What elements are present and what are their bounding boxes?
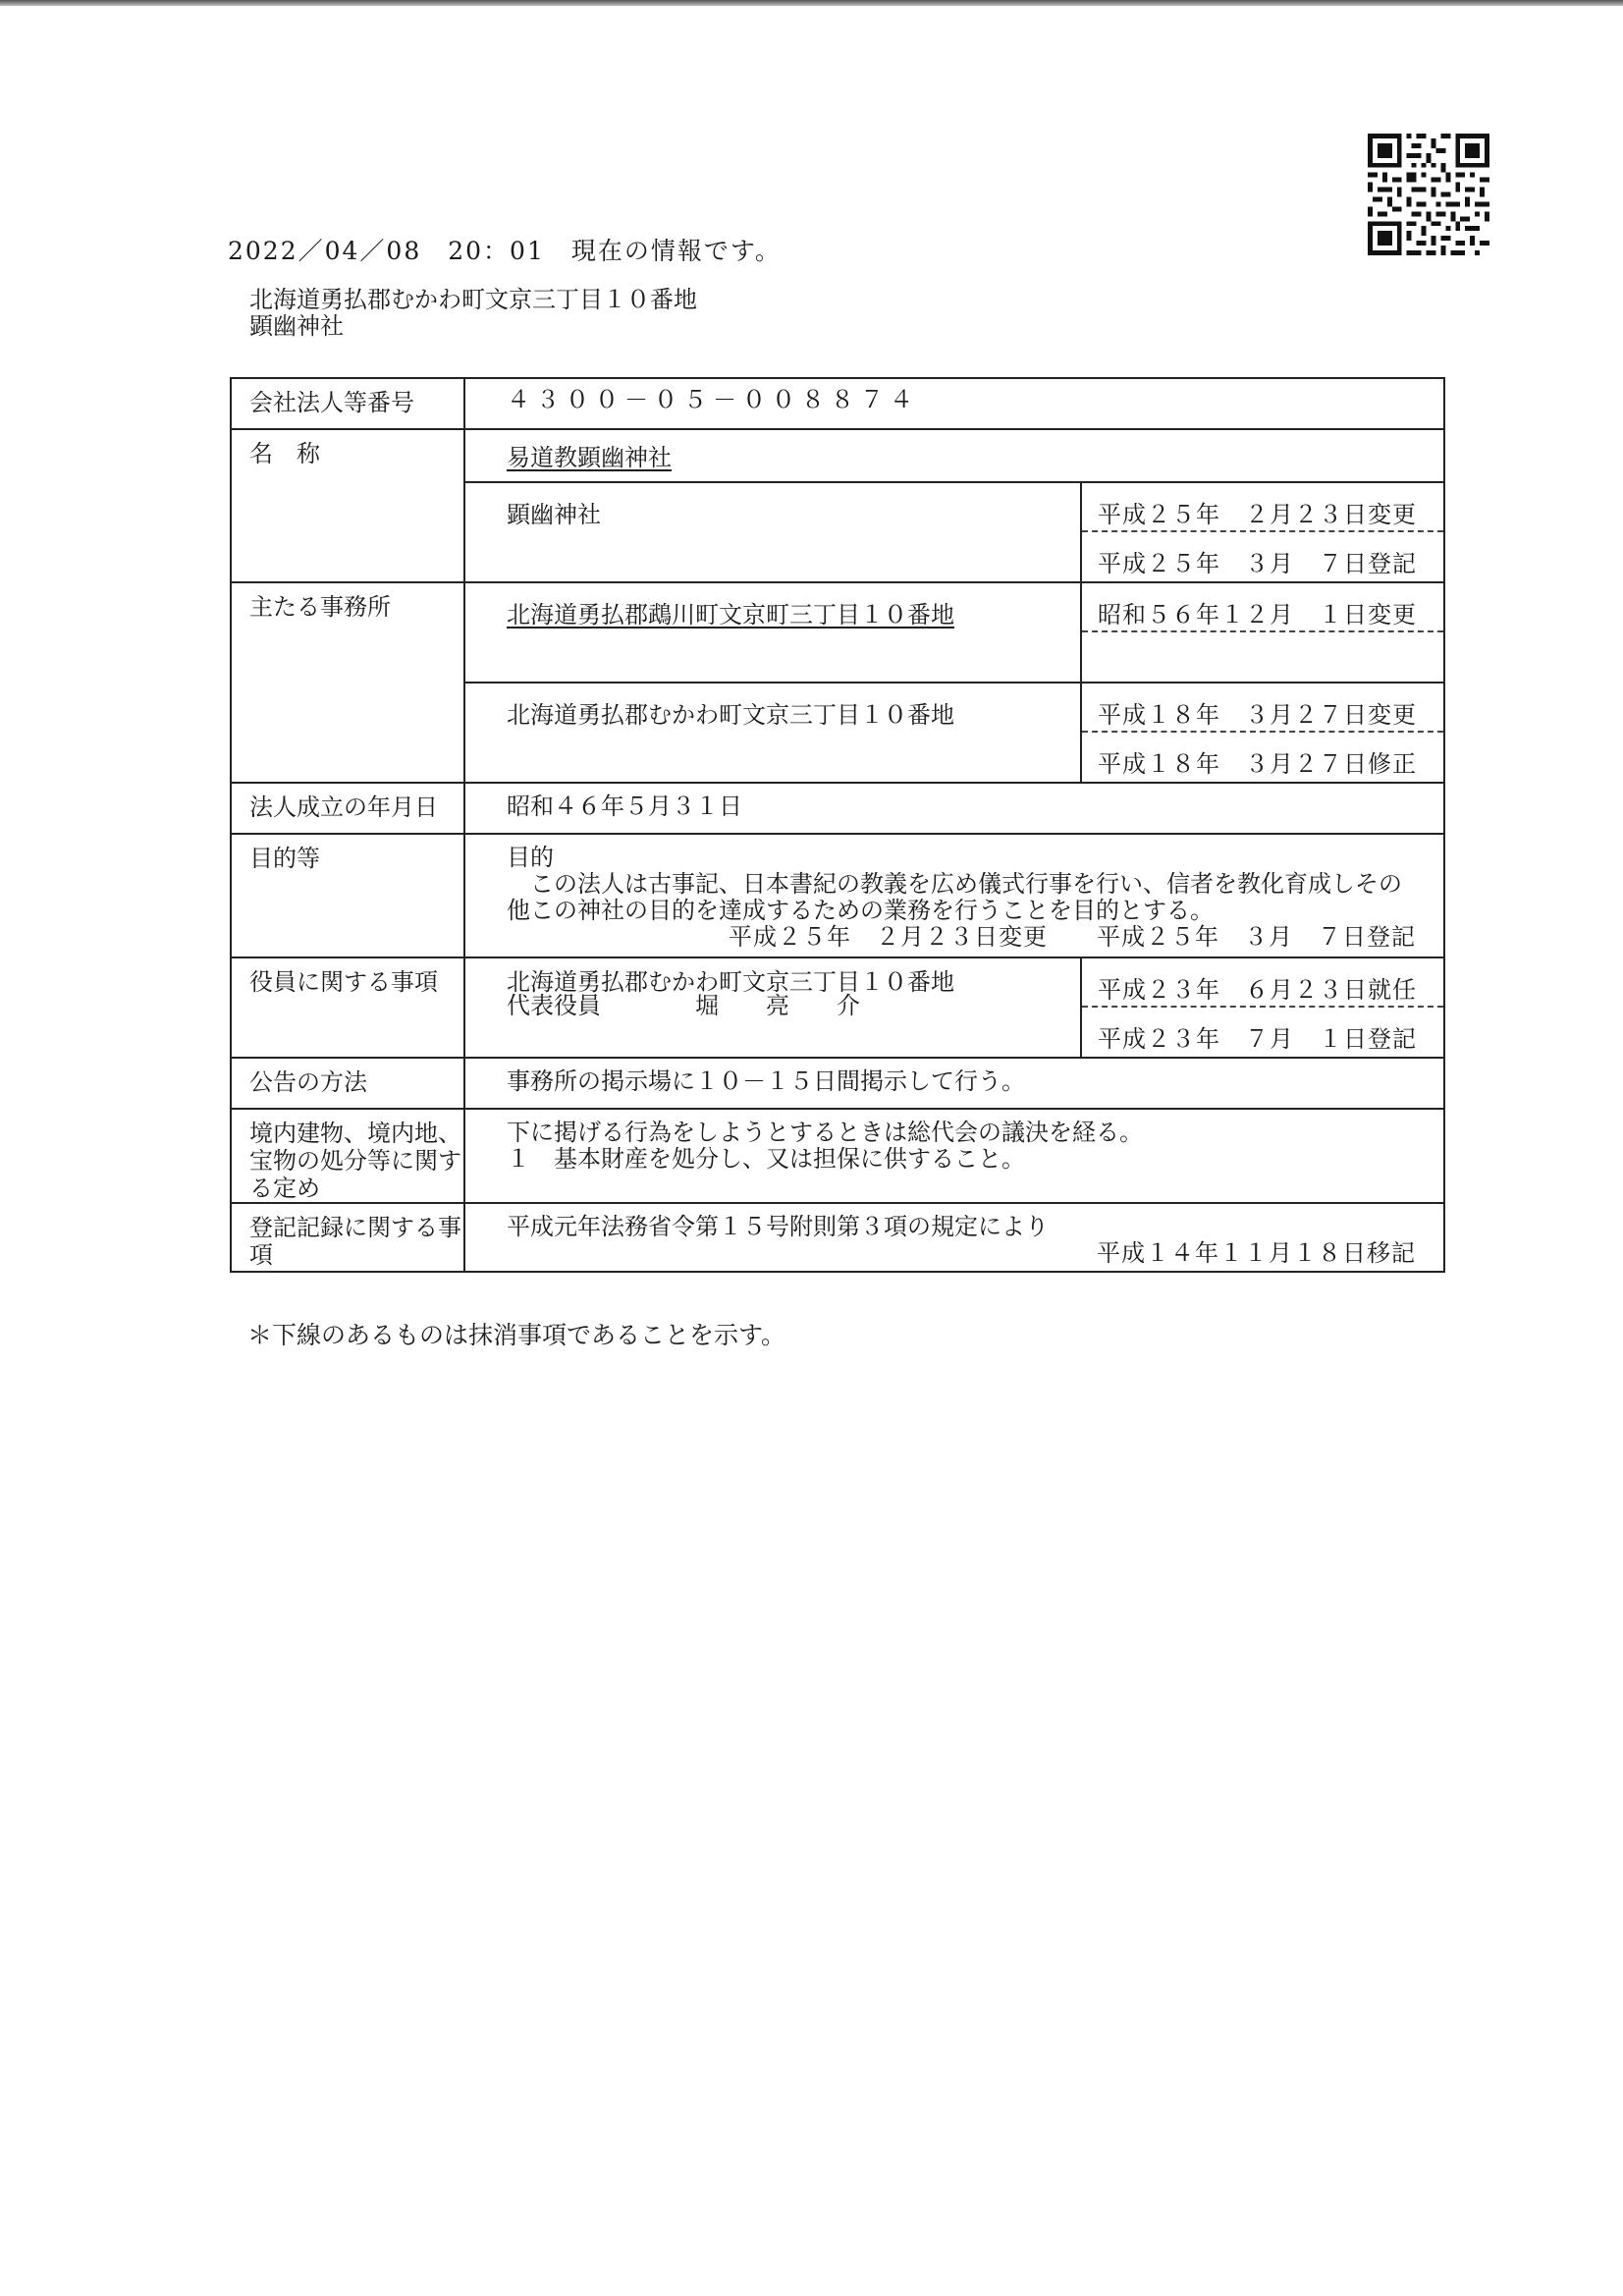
footnote: ＊下線のあるものは抹消事項であることを示す。 (247, 1321, 786, 1349)
row-founded (231, 783, 1444, 834)
header-address-line1: 北海道勇払郡むかわ町文京三丁目１０番地 (249, 286, 697, 313)
label-main-office: 主たる事務所 (231, 582, 464, 783)
row-record (231, 1203, 1444, 1272)
qr-code-icon (1368, 134, 1489, 255)
officer-appointed-date: 平成２３年 ６月２３日就任 (1082, 958, 1443, 1008)
label-notice: 公告の方法 (231, 1058, 464, 1109)
office-fix-date: 平成１８年 ３月２７日修正 (1098, 750, 1417, 778)
registry-table (230, 377, 1445, 1273)
row-property (231, 1109, 1444, 1203)
timestamp: 2022／04／08 20：01 現在の情報です。 (228, 237, 782, 265)
current-office-address: 北海道勇払郡むかわ町文京三丁目１０番地 (507, 701, 954, 729)
office-old-date: 昭和５６年１２月 １日変更 (1082, 583, 1443, 632)
officer-role: 代表役員 (507, 992, 601, 1019)
scan-edge (0, 0, 1623, 6)
purpose-heading: 目的 (507, 844, 554, 871)
name-register-date: 平成２５年 ３月 ７日登記 (1098, 550, 1417, 577)
notice-value: 事務所の掲示場に１０－１５日間掲示して行う。 (507, 1067, 1025, 1095)
old-office-address: 北海道勇払郡鵡川町文京町三丁目１０番地 (507, 601, 954, 629)
property-line2: １ 基本財産を処分し、又は担保に供すること。 (507, 1145, 1025, 1173)
company-number-value: ４３００－０５－００８８７４ (507, 386, 919, 413)
row-notice (231, 1058, 1444, 1109)
row-name (231, 429, 1444, 582)
label-officers: 役員に関する事項 (231, 957, 464, 1058)
label-founded: 法人成立の年月日 (231, 783, 464, 834)
record-line1: 平成元年法務省令第１５号附則第３項の規定により (507, 1213, 1049, 1240)
label-company-number: 会社法人等番号 (231, 378, 464, 429)
purpose-text: この法人は古事記、日本書紀の教義を広め儀式行事を行い、信者を教化育成しその他この神社の目的を達成するための業務を行うことを目的とする。 (507, 870, 1402, 924)
row-company-number (231, 378, 1444, 429)
label-name: 名 称 (231, 429, 464, 582)
office-change-date: 平成１８年 ３月２７日変更 (1082, 683, 1443, 733)
row-main-office (231, 582, 1444, 783)
purpose-change-date: 平成２５年 ２月２３日変更 (729, 923, 1048, 951)
purpose-register-date: 平成２５年 ３月 ７日登記 (1097, 923, 1416, 951)
label-property: 境内建物、境内地、宝物の処分等に関する定め (231, 1109, 464, 1203)
officer-address: 北海道勇払郡むかわ町文京三丁目１０番地 (507, 968, 954, 996)
current-name: 顕幽神社 (507, 501, 601, 528)
row-purpose (231, 834, 1444, 957)
header-address (249, 287, 697, 340)
officer-name: 堀 亮 介 (695, 992, 860, 1019)
label-record: 登記記録に関する事項 (231, 1203, 464, 1272)
header-address-line2: 顕幽神社 (249, 312, 344, 340)
name-change-date: 平成２５年 ２月２３日変更 (1082, 483, 1443, 532)
founded-value: 昭和４６年５月３１日 (507, 793, 742, 820)
row-officers (231, 957, 1444, 1058)
old-name: 易道教顕幽神社 (507, 444, 672, 471)
officer-register-date: 平成２３年 ７月 １日登記 (1098, 1025, 1417, 1053)
property-line1: 下に掲げる行為をしようとするときは総代会の議決を経る。 (507, 1119, 1143, 1146)
label-purpose: 目的等 (231, 834, 464, 957)
record-line2: 平成１４年１１月１８日移記 (1097, 1239, 1416, 1267)
